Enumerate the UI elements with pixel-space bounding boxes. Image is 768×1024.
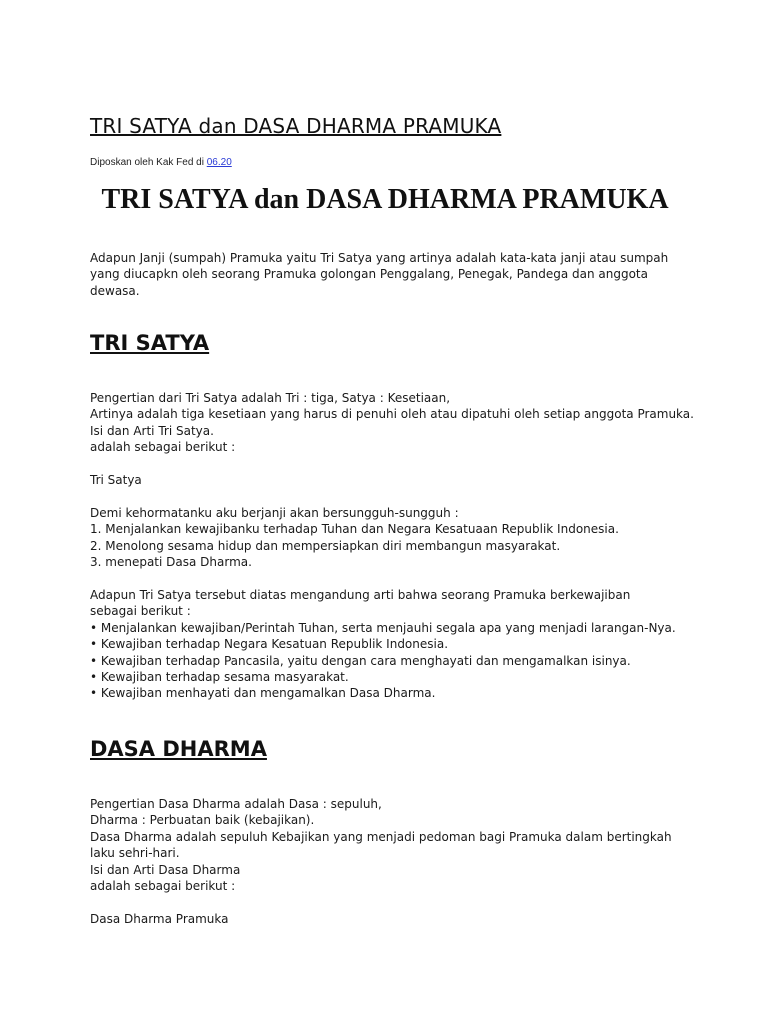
- tri-satya-label: Tri Satya: [90, 473, 142, 487]
- list-item: • Kewajiban terhadap sesama masyarakat.: [90, 670, 349, 685]
- list-item: 2. Menolong sesama hidup dan mempersiapkan diri membangun masyarakat.: [90, 538, 561, 553]
- dasa-dharma-definition: [90, 796, 680, 894]
- tri-satya-oath: [90, 505, 680, 571]
- text-line: adalah sebagai berikut :: [90, 879, 236, 894]
- tri-satya-heading: TRI SATYA: [90, 331, 210, 355]
- list-item: • Kewajiban terhadap Negara Kesatuan Republik Indonesia.: [90, 637, 449, 652]
- list-item: • Kewajiban terhadap Pancasila, yaitu dengan cara menghayati dan mengamalkan isinya.: [90, 653, 631, 668]
- text-line: Pengertian Dasa Dharma adalah Dasa : sepuluh,: [90, 797, 382, 811]
- post-time-link[interactable]: 06.20: [206, 157, 232, 168]
- post-author-prefix: Diposkan oleh Kak Fed di: [90, 157, 207, 168]
- text-line: Dasa Dharma adalah sepuluh Kebajikan yang menjadi pedoman bagi Pramuka dalam bertingkah laku sehri-hari.: [90, 829, 672, 861]
- tri-satya-meaning: [90, 587, 680, 702]
- list-item: 1. Menjalankan kewajibanku terhadap Tuhan dan Negara Kesatuaan Republik Indonesia.: [90, 522, 619, 537]
- text-line: Artinya adalah tiga kesetiaan yang harus di penuhi oleh atau dipatuhi oleh setiap anggota Pramuka.: [90, 407, 694, 422]
- text-line: Dharma : Perbuatan baik (kebajikan).: [90, 813, 315, 828]
- text-line: Isi dan Arti Tri Satya.: [90, 423, 214, 438]
- dasa-dharma-label: Dasa Dharma Pramuka: [90, 912, 229, 926]
- intro-paragraph: Adapun Janji (sumpah) Pramuka yaitu Tri Satya yang artinya adalah kata-kata janji atau sumpah yang diucapkn oleh seorang Pramuka golongan Penggalang, Penegak, Pandega dan anggota dewasa.: [90, 251, 669, 298]
- text-line: Adapun Tri Satya tersebut diatas mengandung arti bahwa seorang Pramuka berkewajiban sebagai berikut :: [90, 588, 631, 619]
- text-line: Isi dan Arti Dasa Dharma: [90, 862, 241, 877]
- tri-satya-definition: [90, 390, 694, 456]
- post-meta: [90, 157, 232, 168]
- post-title[interactable]: TRI SATYA dan DASA DHARMA PRAMUKA: [90, 114, 502, 138]
- list-item: • Menjalankan kewajiban/Perintah Tuhan, serta menjauhi segala apa yang menjadi larangan-Nya.: [90, 620, 676, 635]
- text-line: Demi kehormatanku aku berjanji akan bersungguh-sungguh :: [90, 506, 459, 520]
- dasa-dharma-heading: DASA DHARMA: [90, 737, 267, 761]
- list-item: • Kewajiban menhayati dan mengamalkan Dasa Dharma.: [90, 686, 436, 701]
- text-line: Pengertian dari Tri Satya adalah Tri : tiga, Satya : Kesetiaan,: [90, 391, 451, 405]
- text-line: adalah sebagai berikut :: [90, 440, 236, 455]
- list-item: 3. menepati Dasa Dharma.: [90, 555, 252, 570]
- main-title: TRI SATYA dan DASA DHARMA PRAMUKA: [101, 184, 669, 215]
